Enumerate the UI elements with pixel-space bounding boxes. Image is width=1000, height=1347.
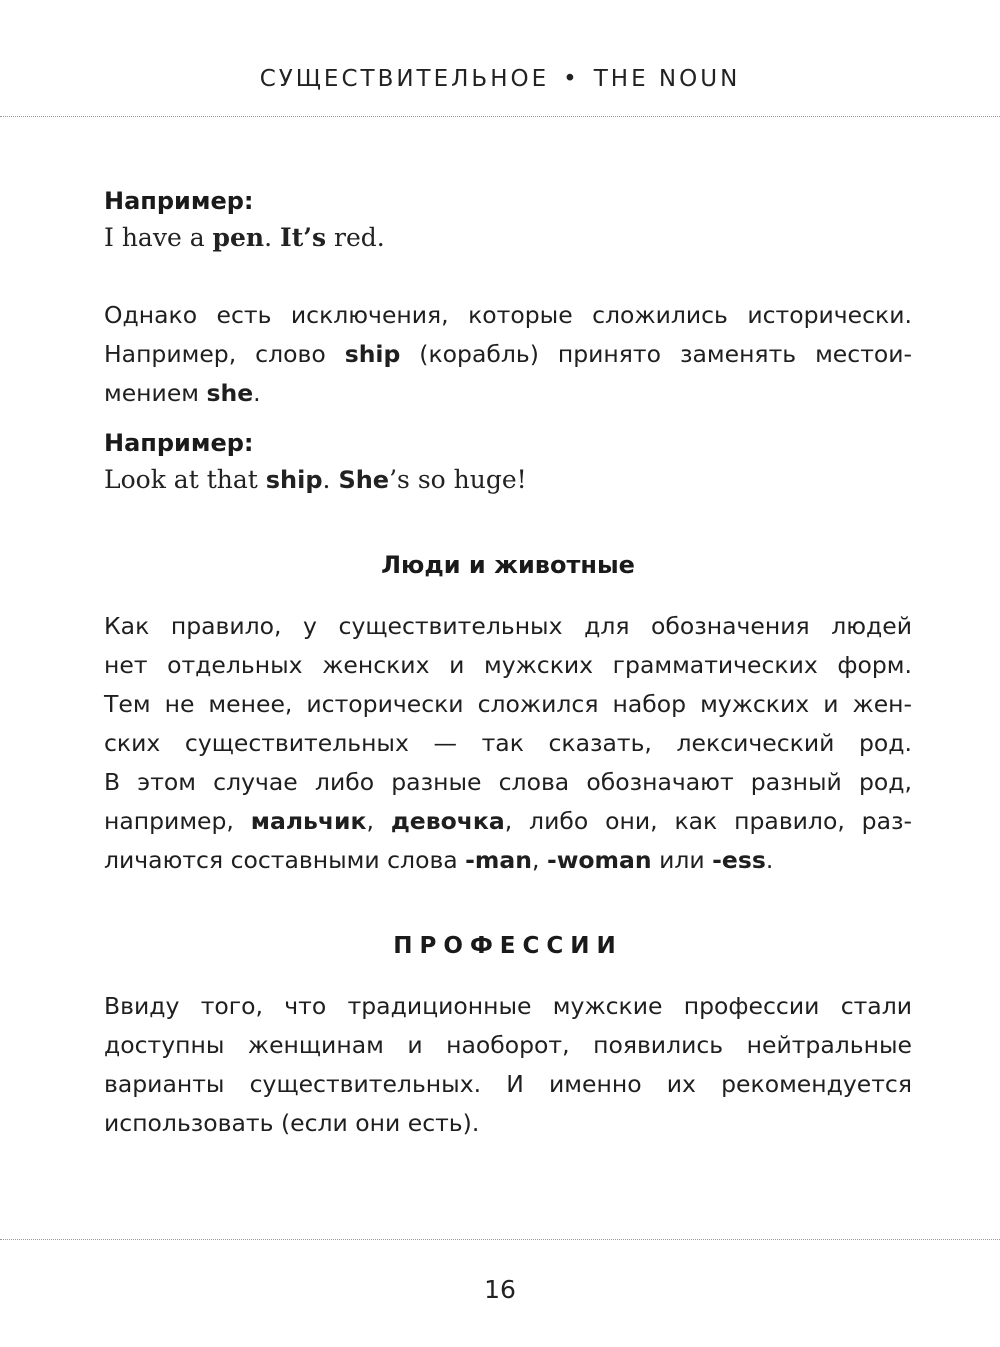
section-heading: Люди и животные [381, 551, 635, 579]
example-sentence: Look at that ship. She’s so huge! [104, 465, 527, 494]
paragraph-line: использовать (если они есть). [104, 1109, 480, 1137]
section-title-en: THE NOUN [593, 66, 741, 92]
example-keyword: It’s [280, 223, 327, 252]
paragraph-line: например, мальчик, девочка, либо они, как правило, раз- [104, 807, 912, 835]
paragraph-line: нет отдельных женских и мужских грамматических форм. [104, 651, 912, 679]
example-keyword: ship [265, 466, 323, 494]
paragraph-exceptions [104, 296, 912, 413]
section-heading: ПРОФЕССИИ [393, 933, 623, 959]
paragraph-line: мением she. [104, 379, 261, 407]
example-keyword: pen [212, 223, 265, 252]
paragraph-line: личаются составными слова -man, -woman или -ess. [104, 846, 774, 874]
example-sentence: I have a pen. It’s red. [104, 223, 385, 252]
paragraph-line: В этом случае либо разные слова обозначают разный род, [104, 768, 912, 796]
paragraph-line: Однако есть исключения, которые сложились исторически. [104, 301, 912, 329]
page-number: 16 [484, 1275, 516, 1304]
paragraph-line: варианты существительных. И именно их рекомендуется [104, 1070, 912, 1098]
paragraph-line: Например, слово ship (корабль) принято заменять местои- [104, 340, 913, 368]
separator-dot: • [563, 66, 580, 92]
section-title-ru: СУЩЕСТВИТЕЛЬНОЕ [259, 66, 550, 92]
example-keyword: She [338, 466, 390, 494]
paragraph-professions [104, 987, 912, 1143]
running-head [0, 66, 1000, 92]
header-rule [0, 116, 1000, 117]
paragraph-people [104, 607, 912, 880]
paragraph-line: Ввиду того, что традиционные мужские профессии стали [104, 992, 912, 1020]
example-label: Например: [104, 187, 254, 215]
footer-rule [0, 1239, 1000, 1240]
paragraph-line: ских существительных — так сказать, лексический род. [104, 729, 912, 757]
paragraph-line: Как правило, у существительных для обозначения людей [104, 612, 912, 640]
paragraph-line: доступны женщинам и наоборот, появились нейтральные [104, 1031, 912, 1059]
example-label: Например: [104, 429, 254, 457]
paragraph-line: Тем не менее, исторически сложился набор мужских и жен- [104, 690, 912, 718]
page-body [104, 183, 912, 1143]
